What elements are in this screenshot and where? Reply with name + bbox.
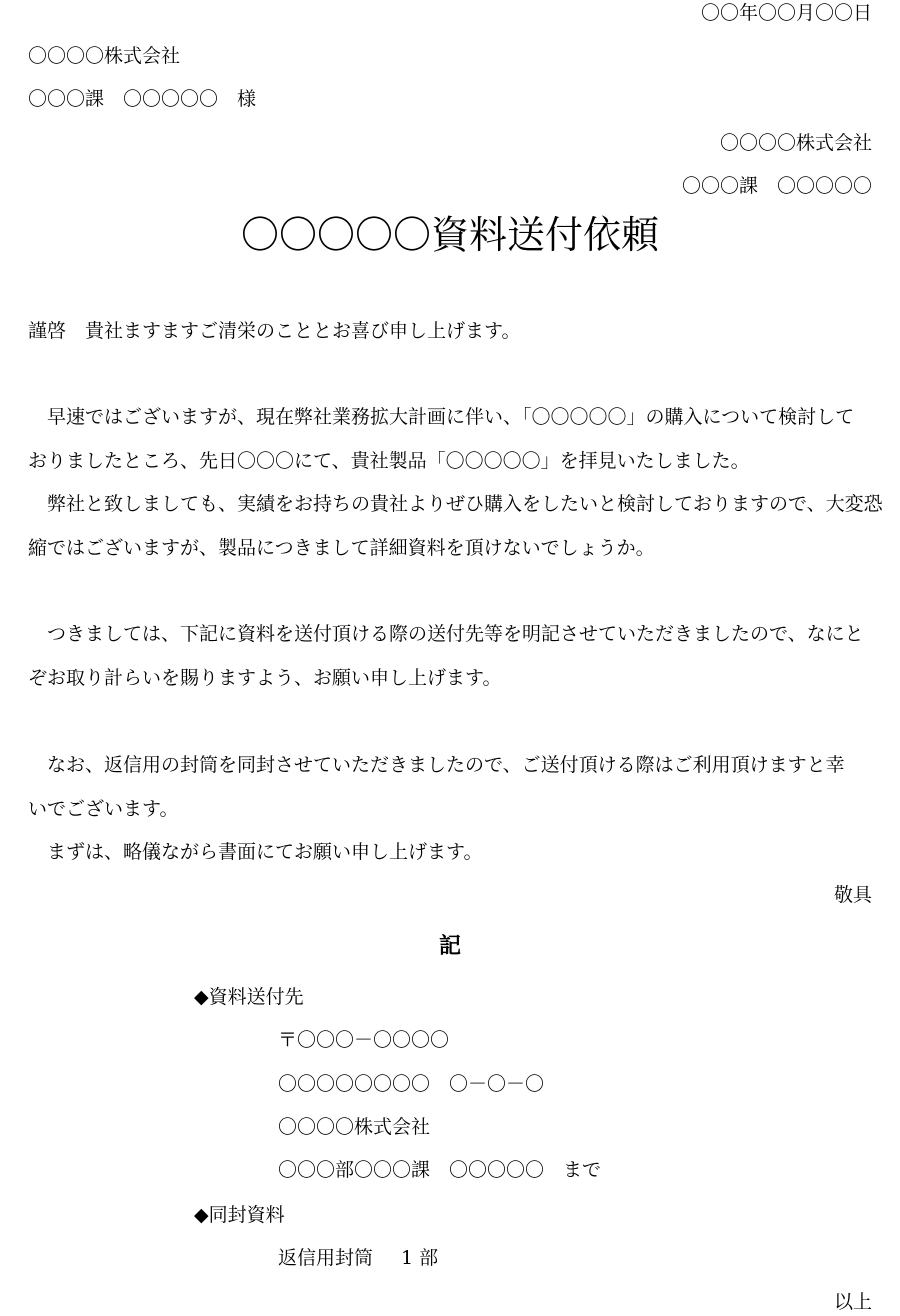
closing-keigu: 敬具 bbox=[833, 884, 872, 906]
paragraph-3-line-1: つきましては、下記に資料を送付頂ける際の送付先等を明記させていただきましたので、なにと bbox=[28, 623, 864, 645]
recipient-company: 〇〇〇〇株式会社 bbox=[28, 45, 181, 67]
letter-date: 〇〇年〇〇月〇〇日 bbox=[700, 2, 872, 24]
paragraph-1-line-2: おりましたところ、先日〇〇〇にて、貴社製品「〇〇〇〇〇」を拝見いたしました。 bbox=[28, 450, 750, 472]
enclosed-item-unit: 部 bbox=[419, 1247, 439, 1269]
recipient-dept-person: 〇〇〇課 〇〇〇〇〇 様 bbox=[28, 88, 257, 110]
paragraph-1-line-1: 早速ではございますが、現在弊社業務拡大計画に伴い、「〇〇〇〇〇」の購入について検討して bbox=[28, 406, 855, 428]
paragraph-5-line-1: まずは、略儀ながら書面にてお願い申し上げます。 bbox=[28, 841, 483, 863]
sender-dept-person: 〇〇〇課 〇〇〇〇〇 bbox=[681, 175, 872, 197]
sender-company: 〇〇〇〇株式会社 bbox=[719, 132, 872, 154]
enclosed-item-row bbox=[278, 1249, 438, 1268]
paragraph-3-line-2: ぞお取り計らいを賜りますよう、お願い申し上げます。 bbox=[28, 667, 502, 689]
paragraph-4-line-2: いでございます。 bbox=[28, 798, 179, 820]
end-mark: 以上 bbox=[833, 1291, 872, 1313]
paragraph-2-line-2: 縮ではございますが、製品につきまして詳細資料を頂けないでしょうか。 bbox=[28, 537, 655, 559]
enclosed-item-name: 返信用封筒 bbox=[278, 1247, 374, 1269]
enclosed-item-qty: 1 bbox=[401, 1247, 414, 1269]
enclosed-heading: ◆同封資料 bbox=[194, 1204, 285, 1226]
paragraph-2-line-1: 弊社と致しましても、実績をお持ちの貴社よりぜひ購入をしたいと検討しておりますので、大変恐 bbox=[28, 493, 883, 515]
greeting-line: 謹啓 貴社ますますご清栄のこととお喜び申し上げます。 bbox=[28, 320, 521, 342]
send-to-heading: ◆資料送付先 bbox=[194, 986, 304, 1008]
postal-code: 〒〇〇〇－〇〇〇〇 bbox=[278, 1029, 450, 1051]
address-line: 〇〇〇〇〇〇〇〇 〇－〇－〇 bbox=[278, 1073, 545, 1095]
send-to-company: 〇〇〇〇株式会社 bbox=[278, 1116, 431, 1138]
ki-heading: 記 bbox=[438, 934, 461, 959]
paragraph-4-line-1: なお、返信用の封筒を同封させていただきましたので、ご送付頂ける際はご利用頂けますと幸 bbox=[28, 754, 845, 776]
document-title: 〇〇〇〇〇資料送付依頼 bbox=[240, 213, 659, 257]
send-to-dept-person: 〇〇〇部〇〇〇課 〇〇〇〇〇 まで bbox=[278, 1159, 602, 1181]
